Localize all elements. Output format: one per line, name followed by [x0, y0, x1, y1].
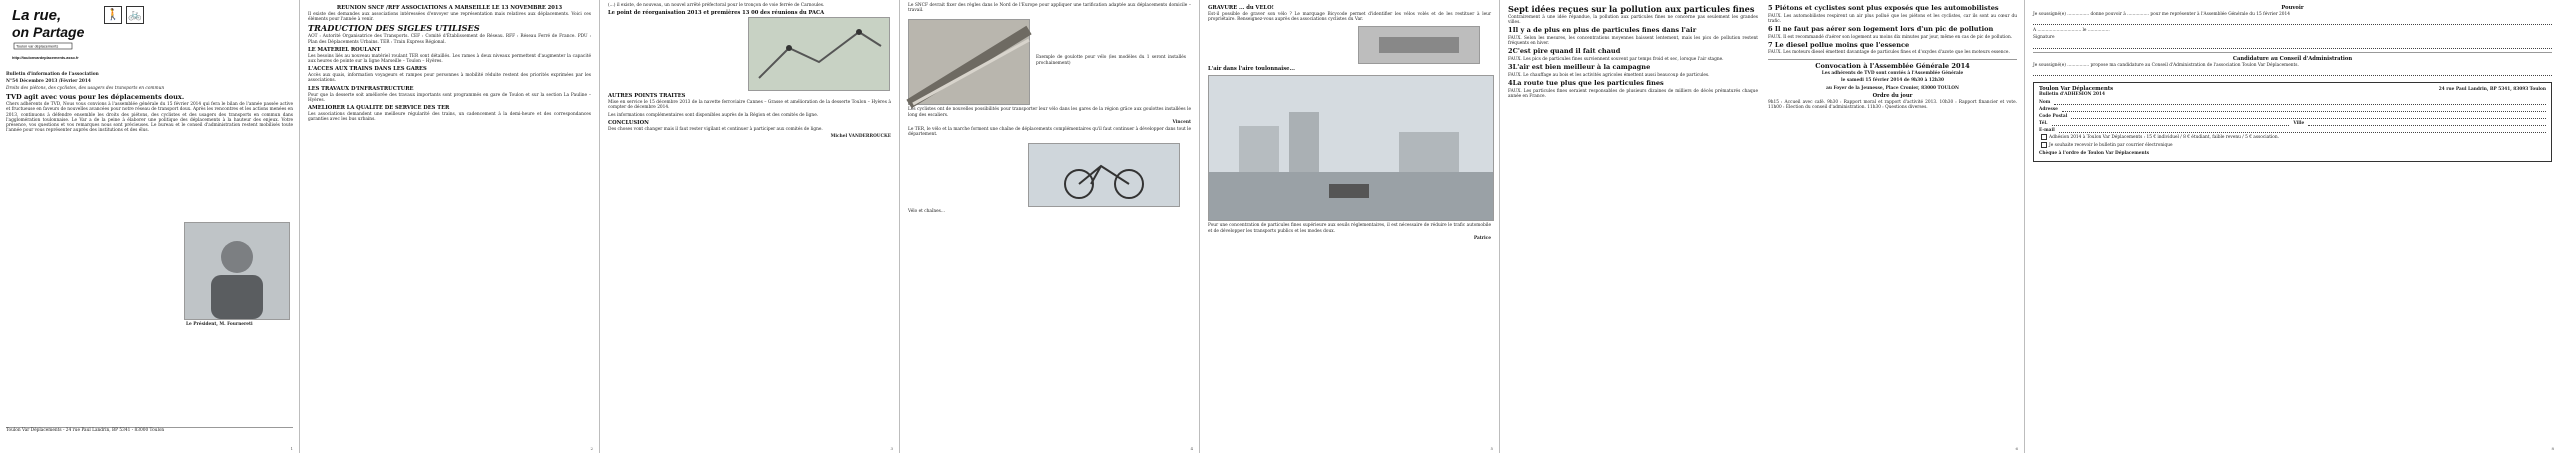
- agenda-body: 9h15 : Accueil avec café. 9h30 : Rapport moral et rapport d'activité 2013. 10h30 : Rapport financier et vote. 11h00 : Élection du conseil d'administration. 11h30 : Questions diverses.: [1768, 99, 2019, 110]
- page-4: [900, 0, 1200, 453]
- subheading: 1Il y a de plus en plus de particules fines dans l'air: [1508, 26, 1697, 35]
- president-photo: [184, 222, 290, 320]
- subheading: LES TRAVAUX D'INFRASTRUCTURE: [308, 85, 414, 92]
- form-title: Toulon Var Déplacements: [2039, 85, 2114, 92]
- form-field-label: Nom: [2039, 100, 2051, 106]
- form-field-input[interactable]: [2308, 120, 2546, 126]
- form-field-label: Ville: [2293, 121, 2305, 127]
- paragraph: Les cyclistes ont de nouvelles possibilités pour transporter leur vélo dans les gares de la région grâce aux goulottes installées le long des escaliers.: [908, 107, 1193, 118]
- paragraph: Il existe des demandes aux associations intéressées d'envoyer une représentation mais relatives aux déplacements. Voici ces éléments pour l'année à venir.: [308, 12, 593, 23]
- article-title: Sept idées reçues sur la pollution aux particules fines: [1508, 4, 1755, 14]
- candidature-text: Je soussigné(e) ................ propose ma candidature au Conseil d'Administration de l'association Toulon Var Déplacements.: [2033, 62, 2299, 68]
- subheading: CONCLUSION: [608, 119, 649, 126]
- proxy-text: Je soussigné(e) ................ donne pouvoir à ................ pour me représenter à l'Assemblée Générale du 15 février 2014: [2033, 12, 2290, 17]
- paragraph: Le TER, le vélo et la marche forment une chaîne de déplacements complémentaires qu'il faut continuer à développer dans tout le département.: [908, 127, 1193, 138]
- form-field-row: [2039, 113, 2546, 119]
- paragraph: Les besoins liés au nouveau matériel roulant TER sont détaillés. Les rames à deux niveaux permettent d'augmenter la capacité aux heures de pointe sur la ligne Marseille – Toulon – Hyères.: [308, 53, 593, 65]
- convocation-date: le samedi 15 février 2014 de 9h30 à 12h30: [1840, 78, 1945, 84]
- paragraph: Accès aux quais, information voyageurs et rampes pour personnes à mobilité réduite restent des priorités exprimées par les associations.: [308, 73, 593, 84]
- bulletin-number: N°54 Décembre 2013 /Février 2014: [6, 79, 91, 85]
- paragraph: Contrairement à une idée répandue, la pollution aux particules fines ne concerne pas seulement les grandes villes.: [1508, 15, 1760, 26]
- form-address: 24 rue Paul Landrin, BP 5341, 83093 Toulon: [2438, 86, 2546, 92]
- article-signature: Michel VANDERROUCKE: [830, 134, 891, 140]
- page-1: [0, 0, 300, 453]
- bulletin-title: Bulletin d'information de l'association: [6, 72, 99, 77]
- article-signature: Vincent: [1172, 119, 1191, 125]
- paragraph: FAUX. Les pics de particules fines surviennent souvent par temps froid et sec, lorsque l'air stagne.: [1508, 57, 1724, 62]
- paragraph: Le SNCF devrait fixer des règles dans le Nord de l'Europe pour appliquer une tarification adaptée aux déplacements domicile – travail.: [908, 3, 1193, 14]
- candidature-field[interactable]: [2033, 70, 2552, 76]
- logo-line1: La rue,: [12, 7, 62, 24]
- form-dues: Adhésion 2014 à Toulon Var Déplacements : 15 € individuel / 8 € étudiant, faible revenu / 5 € association.: [2039, 134, 2546, 140]
- bulletin-tagline: Droits des piétons, des cyclistes, des usagers des transports en commun: [6, 86, 165, 92]
- page-8: [2025, 0, 2560, 453]
- logo-url: http://toulonvardeplacements.asso.fr: [12, 56, 79, 60]
- form-field-row: [2039, 120, 2546, 126]
- pedestrian-icon: 🚶: [104, 6, 122, 24]
- logo-line2: on Partage: [12, 24, 85, 40]
- paragraph: Est-il possible de graver son vélo ? Le marquage Bicycode permet d'identifier les vélos volés et de les restituer à leur propriétaire. Renseignez-vous auprès des associations cyclistes du Var.: [1208, 12, 1493, 23]
- engraving-photo: [1358, 26, 1480, 64]
- form-field-row: [2039, 106, 2546, 112]
- map-photo: [748, 17, 890, 91]
- newsletter-checkbox[interactable]: [2041, 142, 2047, 148]
- form-field-input[interactable]: [2054, 99, 2546, 105]
- subheading: L'air dans l'aire toulonnaise...: [1208, 66, 1295, 73]
- section-heading: GRAVURE ... du VELO!: [1208, 5, 1274, 11]
- form-field-label: Code Postal: [2039, 114, 2068, 120]
- edito-title: TVD agit avec vous pour les déplacements doux.: [6, 92, 185, 101]
- proxy-signature-field[interactable]: [2033, 43, 2552, 49]
- paragraph: Les informations complémentaires sont disponibles auprès de la Région et des comités de ligne.: [608, 112, 819, 118]
- paragraph: Des choses vont changer mais il faut rester vigilant et continuer à participer aux comités de ligne.: [608, 126, 823, 132]
- page-number: 8: [2551, 446, 2554, 451]
- city-pollution-photo: [1208, 75, 1494, 221]
- paragraph: Pour que la desserte soit améliorée des travaux importants sont programmés en gare de Toulon et sur la section La Pauline – Hyères.: [308, 92, 593, 103]
- subheading: Le point de réorganisation 2013 et premières 13 00 des réunions du PACA: [608, 10, 825, 17]
- subheading: LE MATERIEL ROULANT: [308, 46, 381, 53]
- page-3: [600, 0, 900, 453]
- page-5: [1200, 0, 1500, 453]
- paragraph: FAUX. Les moteurs diesel émettent davantage de particules fines et d'oxydes d'azote que les moteurs essence.: [1768, 50, 2010, 56]
- bike-gutter-photo: [908, 19, 1030, 105]
- page-number: 6: [2015, 446, 2018, 451]
- page-footer: Toulon Var Déplacements - 24 rue Paul Landrin, BP 5341 - 83000 Toulon: [6, 428, 165, 433]
- paragraph: Les associations demandent une meilleure régularité des trains, un cadencement à la demi-heure et des correspondances garanties avec les bus urbains.: [308, 112, 593, 123]
- paragraph: FAUX. Selon les mesures, les concentrations moyennes baissent lentement, mais les pics de pollution restent fréquents en hiver.: [1508, 36, 1760, 47]
- form-field-row: [2039, 127, 2546, 133]
- proxy-signature-label: Signature: [2033, 35, 2055, 41]
- subheading: 3L'air est bien meilleur à la campagne: [1508, 63, 1651, 72]
- subheading: L'ACCES AUX TRAINS DANS LES GARES: [308, 66, 427, 73]
- form-field-label: E-mail: [2039, 128, 2055, 134]
- candidature-title: Candidature au Conseil d'Administration: [2232, 55, 2353, 62]
- paragraph: Pour une concentration de particules fines supérieure aux seuils réglementaires, il est nécessaire de réduire le trafic automobile et de développer les transports publics et les modes doux.: [1208, 223, 1493, 234]
- dues-checkbox[interactable]: [2041, 134, 2047, 140]
- photo-caption: Vélo et chaînes...: [908, 209, 945, 215]
- form-field-row: [2039, 99, 2546, 105]
- photo-caption: Exemple de goulotte pour vélo (les modèles du 1 seront installés prochainement): [1036, 55, 1188, 66]
- proxy-name-field[interactable]: [2033, 19, 2552, 25]
- form-field-input[interactable]: [2059, 127, 2546, 133]
- membership-form: [2033, 82, 2552, 162]
- logo-badge: Toulon var déplacements: [16, 44, 59, 49]
- page-6: [1500, 0, 2025, 453]
- pictogram-row: [104, 6, 144, 24]
- form-subtitle: Bulletin d'ADHESION 2014: [2039, 92, 2105, 98]
- page-number: 2: [590, 446, 593, 451]
- convocation-title: Convocation à l'Assemblée Générale 2014: [1815, 61, 1970, 70]
- form-newsletter: Je souhaite recevoir le bulletin par courrier électronique: [2039, 142, 2546, 148]
- section-title: TRADUCTION DES SIGLES UTILISES: [308, 23, 480, 34]
- subheading: AUTRES POINTS TRAITES: [608, 93, 686, 100]
- subheading: 6 Il ne faut pas aérer son logement lors d'un pic de pollution: [1768, 25, 1994, 33]
- subheading: 7 Le diesel pollue moins que l'essence: [1768, 40, 1910, 49]
- paragraph: FAUX. Les automobilistes respirent un air plus pollué que les piétons et les cyclistes, car ils sont au cœur du trafic.: [1768, 13, 2019, 24]
- page-number: 3: [890, 446, 893, 451]
- subheading: 4La route tue plus que les particules fines: [1508, 79, 1664, 87]
- form-cheque: Chèque à l'ordre de Toulon Var Déplacements: [2039, 150, 2150, 156]
- page-2: [300, 0, 600, 453]
- form-field-input[interactable]: [2062, 106, 2546, 112]
- section-heading: REUNION SNCF /RFF ASSOCIATIONS A MARSEILLE LE 13 NOVEMBRE 2013: [336, 5, 563, 11]
- convocation-subtitle: Les adhérents de TVD sont conviés à l'Assemblée Générale: [1821, 71, 1964, 77]
- form-field-label: Tél.: [2039, 121, 2048, 127]
- article-signature: Patrice: [1473, 235, 1491, 241]
- form-field-label: Adresse: [2039, 107, 2058, 113]
- convocation-place: au Foyer de la Jeunesse, Place Cronier, 83000 TOULON: [1826, 85, 1959, 91]
- page-number: 5: [1490, 446, 1493, 451]
- subheading: 5 Piétons et cyclistes sont plus exposés que les automobilistes: [1768, 4, 1999, 12]
- page-number: 4: [1190, 446, 1193, 451]
- bike-photo: [1028, 143, 1180, 207]
- bicycle-icon: 🚲: [126, 6, 144, 24]
- subheading: AMELIORER LA QUALITE DE SERVICE DES TER: [308, 105, 450, 112]
- association-logo: [10, 4, 106, 68]
- proxy-title: Pouvoir: [2281, 5, 2304, 11]
- edito-body: Chers adhérents de TVD, Nous vous convions à l'assemblée générale du 15 février 2014 qui fera le bilan de l'année passée active et fructueuse en faveurs de nouvelles avancées pour notre réseau de transport doux. Après les rencontres et les actions menées en 2013, continuons à défendre ensemble les droits des piétons, des cyclistes et des usagers des transports en commun dans l'agglomération toulonnaise. Le Var a de la peine à élaborer une politique des déplacements à la hauteur des enjeux. Votre présence, vos questions et vos remarques nous sont précieuses. Le bureau et le conseil d'administration restent mobilisés toute l'année pour vous représenter auprès des institutions et des élus.: [6, 102, 295, 134]
- proxy-place-date: A ................................ le ................: [2033, 28, 2110, 34]
- form-fields: [2039, 99, 2546, 133]
- paragraph: FAUX. Le chauffage au bois et les activités agricoles émettent aussi beaucoup de particules.: [1508, 72, 1710, 78]
- paragraph: Mise en service le 15 décembre 2013 de la navette ferroviaire Cannes – Grasse et amélioration de la desserte Toulon – Hyères à compter de décembre 2014.: [608, 100, 893, 111]
- paragraph: FAUX. Les particules fines seraient responsables de plusieurs dizaines de milliers de décès prématurés chaque année en France.: [1508, 88, 1760, 99]
- edito-signature: Le Président, M. Fournereti: [186, 322, 253, 327]
- paragraph: AOT : Autorité Organisatrice des Transports. CEF : Comité d'Établissement de Réseau. RFF : Réseau Ferré de France. PDU : Plan des Déplacements Urbains. TER : Train Express Régional.: [308, 34, 593, 45]
- page-number: 1: [290, 446, 293, 451]
- form-field-input[interactable]: [2071, 113, 2546, 119]
- form-field-input[interactable]: [2052, 120, 2290, 126]
- subheading: 2C'est pire quand il fait chaud: [1508, 47, 1621, 56]
- paragraph: FAUX. Il est recommandé d'aérer son logement au moins dix minutes par jour, même en cas de pic de pollution.: [1768, 34, 2013, 40]
- paragraph: (...) il existe, de nouveau, un nouvel arrêté préfectoral pour le tronçon de voie ferrée de Carnoules.: [608, 3, 825, 8]
- agenda-title: Ordre du jour: [1872, 92, 1913, 99]
